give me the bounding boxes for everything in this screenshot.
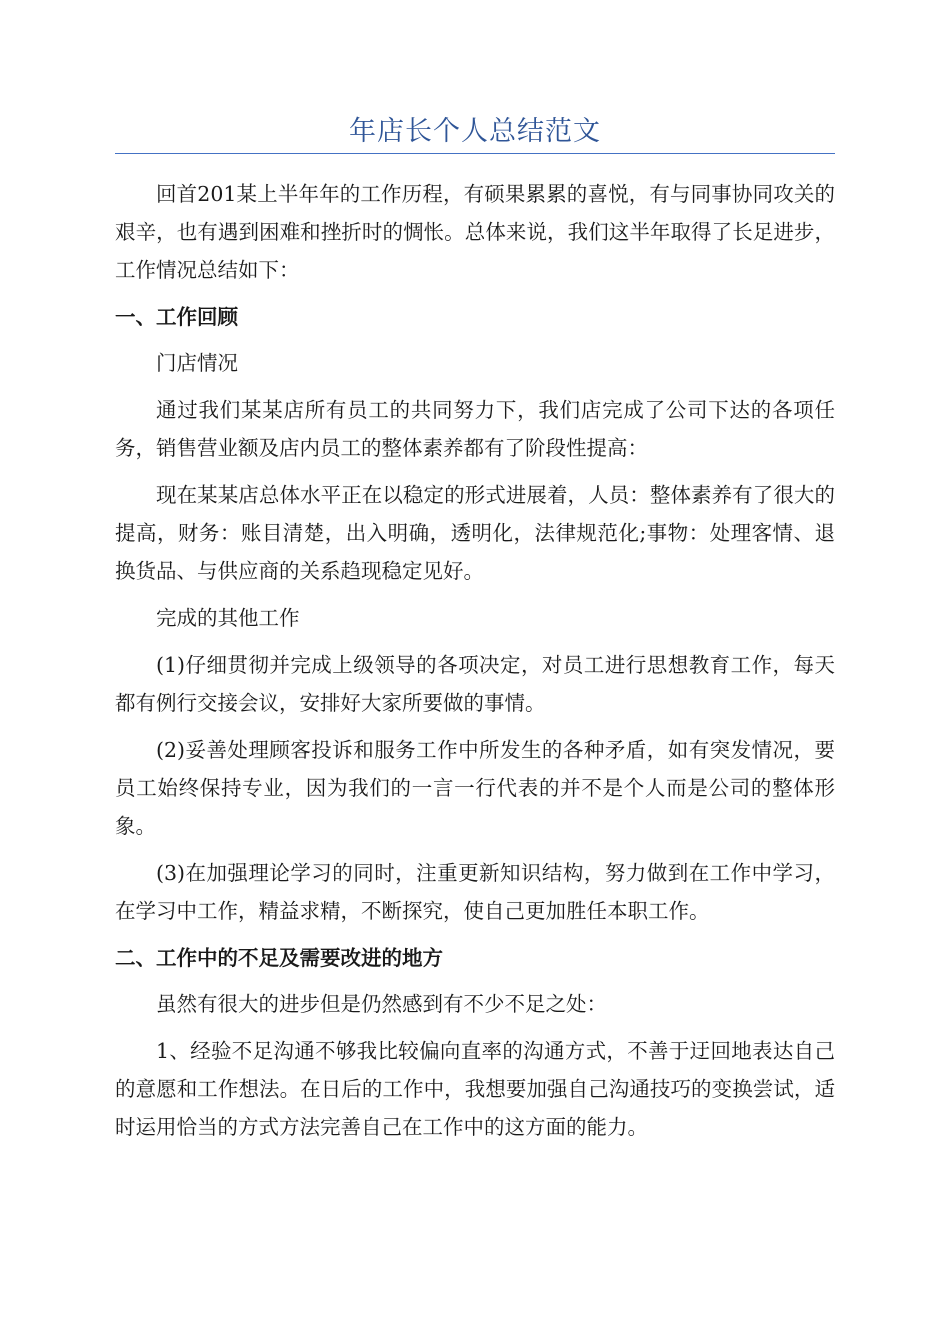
section-heading-work-review: 一、工作回顾: [115, 305, 238, 329]
paragraph-store-level: 现在某某店总体水平正在以稳定的形式进展着，人员：整体素养有了很大的提高，财务：账目清楚，出入明确，透明化，法律规范化;事物：处理客情、退换货品、与供应商的关系趋现稳定见好。: [115, 483, 835, 583]
list-item-1: (1)仔细贯彻并完成上级领导的各项决定，对员工进行思想教育工作，每天都有例行交接会议，安排好大家所要做的事情。: [115, 653, 835, 715]
paragraph-shortcoming-1: 1、经验不足沟通不够我比较偏向直率的沟通方式，不善于迂回地表达自己的意愿和工作想法。在日后的工作中，我想要加强自己沟通技巧的变换尝试，适时运用恰当的方式方法完善自己在工作中的这方面的能力。: [115, 1039, 835, 1139]
section-heading-shortcomings: 二、工作中的不足及需要改进的地方: [115, 946, 443, 970]
list-item-3: (3)在加强理论学习的同时，注重更新知识结构，努力做到在工作中学习，在学习中工作，精益求精，不断探究，使自己更加胜任本职工作。: [115, 861, 835, 923]
title-underline: [115, 153, 835, 154]
intro-paragraph: 回首201某上半年年的工作历程，有硕果累累的喜悦，有与同事协同攻关的艰辛，也有遇到困难和挫折时的惆怅。总体来说，我们这半年取得了长足进步，工作情况总结如下：: [115, 182, 835, 282]
paragraph-store-achievement: 通过我们某某店所有员工的共同努力下，我们店完成了公司下达的各项任务，销售营业额及店内员工的整体素养都有了阶段性提高：: [115, 398, 835, 460]
subheading-store-status: 门店情况: [156, 351, 238, 375]
subheading-other-work: 完成的其他工作: [156, 606, 300, 630]
document-body: [115, 175, 835, 1155]
list-item-2: (2)妥善处理顾客投诉和服务工作中所发生的各种矛盾，如有突发情况，要员工始终保持专业，因为我们的一言一行代表的并不是个人而是公司的整体形象。: [115, 738, 835, 838]
paragraph-shortcomings-intro: 虽然有很大的进步但是仍然感到有不少不足之处：: [156, 992, 607, 1016]
document-title: 年店长个人总结范文: [349, 116, 601, 147]
